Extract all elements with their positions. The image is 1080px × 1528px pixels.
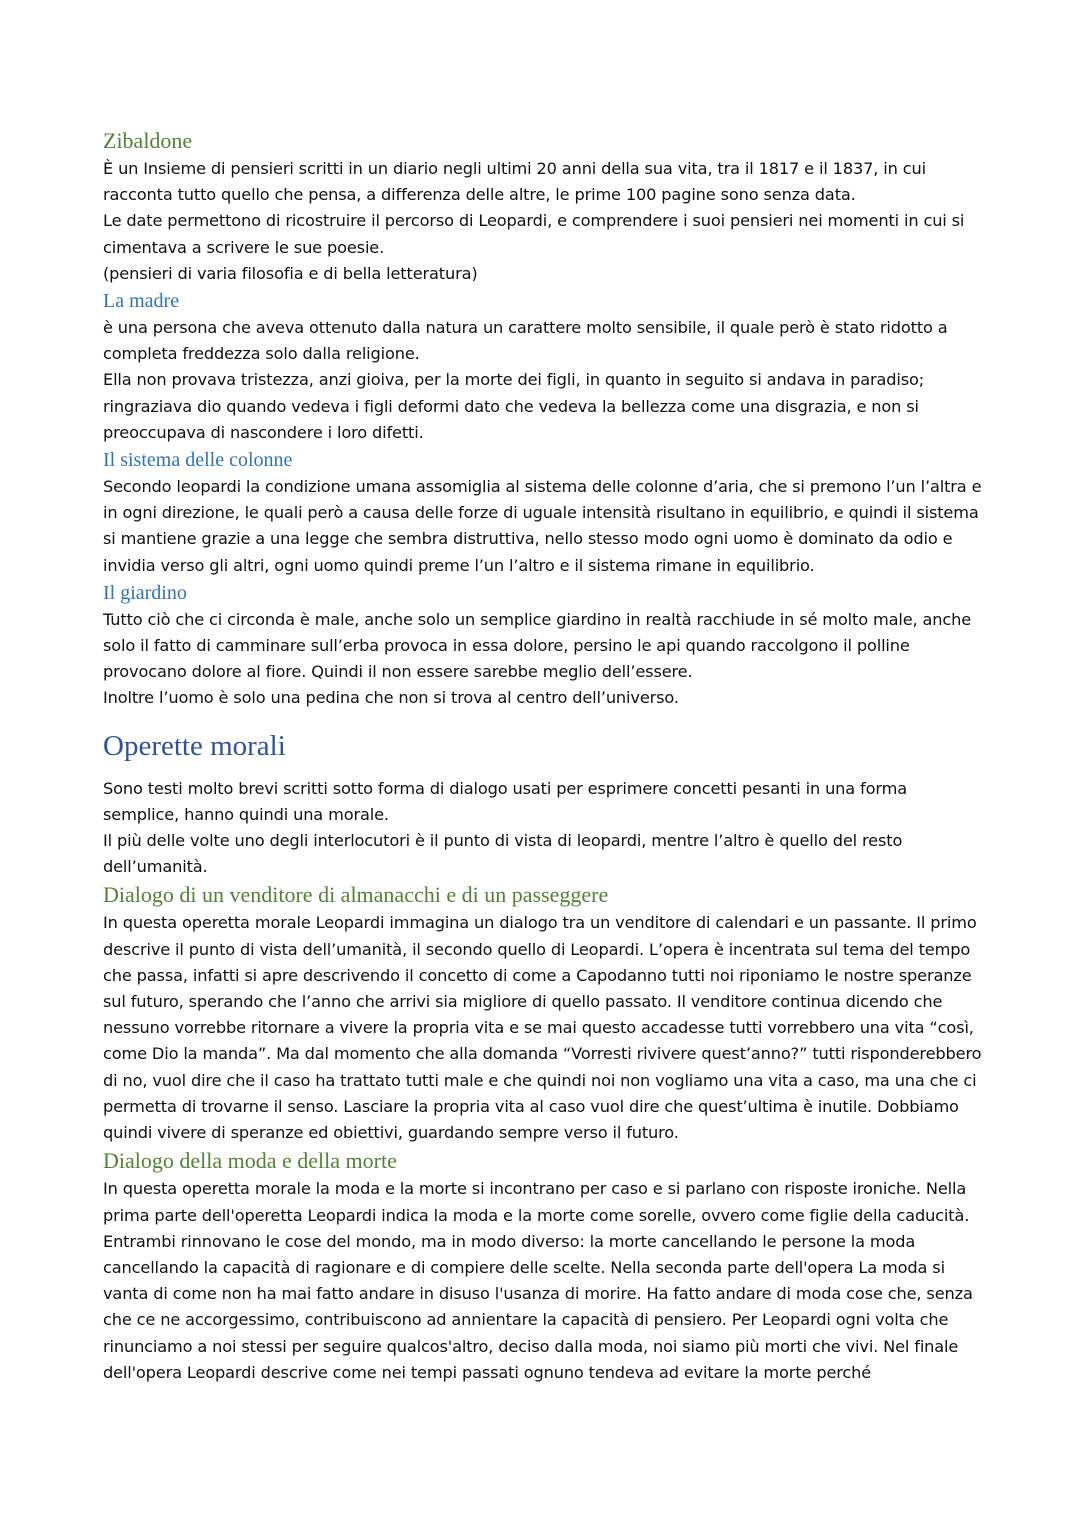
paragraph-madre-2: Ella non provava tristezza, anzi gioiva, per la morte dei figli, in quanto in seguito si andava in paradiso; ringraziava dio quando vedeva i figli deformi dato che vedeva la bellezza come una disgrazia, e non si preoccupava di nascondere i loro difetti. <box>103 370 925 442</box>
heading-almanacchi: Dialogo di un venditore di almanacchi e di un passeggere <box>103 882 609 908</box>
paragraph-almanacchi-1: In questa operetta morale Leopardi immagina un dialogo tra un venditore di calendari e un passante. Il primo descrive il punto di vista dell’umanità, il secondo quello di Leopardi. L’opera è incentrata sul tema del tempo che passa, infatti si apre descrivendo il concetto di come a Capodanno tutti noi riponiamo le nostre speranze sul futuro, sperando che l’anno che arrivi sia migliore di quello passato. Il venditore continua dicendo che nessuno vorrebbe ritornare a vivere la propria vita e se mai questo accadesse tutti vorrebbero una vita “così, come Dio la manda”. Ma dal momento che alla domanda “Vorresti rivivere quest’anno?” tutti risponderebbero di no, vuol dire che il caso ha trattato tutti male e che quindi noi non vogliamo una vita a caso, ma una che ci permetta di trovarne il senso. Lasciare la propria vita al caso vuol dire che quest’ultima è inutile. Dobbiamo quindi vivere di speranze ed obiettivi, guardando sempre verso il futuro. <box>103 913 982 1143</box>
paragraph-madre-1: è una persona che aveva ottenuto dalla natura un carattere molto sensibile, il quale però è stato ridotto a completa freddezza solo dalla religione. <box>103 318 948 364</box>
heading-operette-morali: Operette morali <box>103 729 286 762</box>
paragraph-colonne-1: Secondo leopardi la condizione umana assomiglia al sistema delle colonne d’aria, che si premono l’un l’altra e in ogni direzione, le quali però a causa delle forze di uguale intensità risultano in equilibrio, e quindi il sistema si mantiene grazie a una legge che sembra distruttiva, nello stesso modo ogni uomo è dominato da odio e invidia verso gli altri, ogni uomo quindi preme l’un l’altro e il sistema rimane in equilibrio. <box>103 477 982 575</box>
heading-colonne: Il sistema delle colonne <box>103 449 293 472</box>
paragraph-operette-2: Il più delle volte uno degli interlocutori è il punto di vista di leopardi, mentre l’altro è quello del resto dell’umanità. <box>103 831 903 877</box>
paragraph-moda-1: In questa operetta morale la moda e la morte si incontrano per caso e si parlano con risposte ironiche. Nella prima parte dell'operetta Leopardi indica la moda e la morte come sorelle, ovvero come figlie della caducità. Entrambi rinnovano le cose del mondo, ma in modo diverso: la morte cancellando le persone la moda cancellando la capacità di ragionare e di compiere delle scelte. Nella seconda parte dell'opera La moda si vanta di come non ha mai fatto andare in disuso l'usanza di morire. Ha fatto andare di moda cose che, senza che ce ne accorgessimo, contribuiscono ad annientare la capacità di pensiero. Per Leopardi ogni volta che rinunciamo a noi stessi per seguire qualcos'altro, deciso dalla moda, noi siamo più morti che vivi. Nel finale dell'opera Leopardi descrive come nei tempi passati ognuno tendeva ad evitare la morte perché <box>103 1179 973 1382</box>
heading-zibaldone: Zibaldone <box>103 128 193 153</box>
paragraph-zibaldone-1: È un Insieme di pensieri scritti in un diario negli ultimi 20 anni della sua vita, tra il 1817 e il 1837, in cui racconta tutto quello che pensa, a differenza delle altre, le prime 100 pagine sono senza data. <box>103 159 926 205</box>
heading-moda: Dialogo della moda e della morte <box>103 1148 397 1174</box>
paragraph-giardino-1: Tutto ciò che ci circonda è male, anche solo un semplice giardino in realtà racchiude in sé molto male, anche solo il fatto di camminare sull’erba provoca in essa dolore, persino le api quando raccolgono il polline provocano dolore al fiore. Quindi il non essere sarebbe meglio dell’essere. <box>103 609 972 682</box>
heading-giardino: Il giardino <box>103 581 187 604</box>
document-page <box>103 126 983 1386</box>
paragraph-zibaldone-3: (pensieri di varia filosofia e di bella letteratura) <box>103 263 478 283</box>
paragraph-operette-1: Sono testi molto brevi scritti sotto forma di dialogo usati per esprimere concetti pesanti in una forma semplice, hanno quindi una morale. <box>103 778 907 824</box>
paragraph-zibaldone-2: Le date permettono di ricostruire il percorso di Leopardi, e comprendere i suoi pensieri nei momenti in cui si cimentava a scrivere le sue poesie. <box>103 211 965 257</box>
heading-madre: La madre <box>103 290 180 313</box>
paragraph-giardino-2: Inoltre l’uomo è solo una pedina che non si trova al centro dell’universo. <box>103 688 679 708</box>
